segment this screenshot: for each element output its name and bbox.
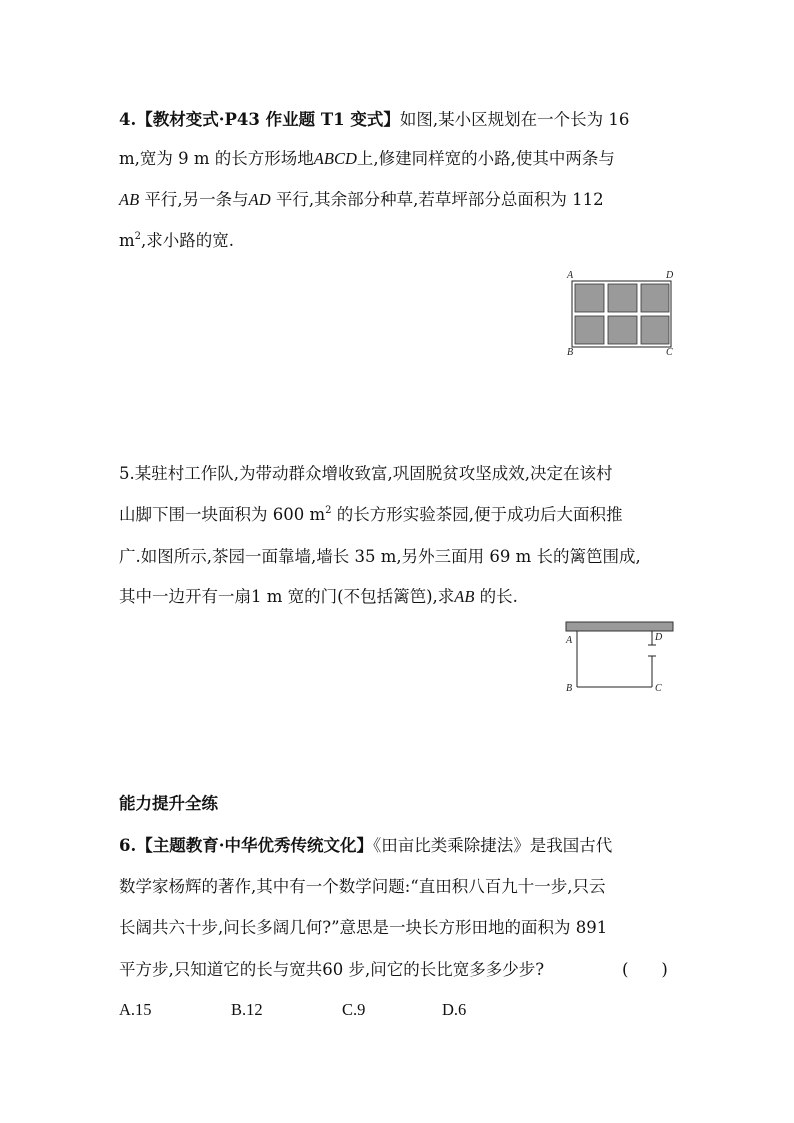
q4-text: 平行,其余部分种草,若草坪部分总面积为 112 xyxy=(270,190,604,209)
q5-label-a: A xyxy=(566,635,573,646)
q6-text: 数学家杨辉的著作,其中有一个数学问题:“直田积八百九十一步,只云 xyxy=(119,877,606,896)
q5-label-b: B xyxy=(566,683,573,694)
q5-line-2 xyxy=(119,503,623,527)
q4-text: 如图,某小区规划在一个长为 16 xyxy=(399,110,630,129)
q6-text: 平方步,只知道它的长与宽共60 步,问它的长比宽多多少步? xyxy=(119,960,545,979)
answer-parentheses: ( ) xyxy=(622,960,668,979)
q6-line-3 xyxy=(119,916,607,940)
q4-text: m,宽为 9 m 的长方形场地 xyxy=(119,149,314,168)
option-a[interactable]: A.15 xyxy=(119,1000,152,1019)
grass-plot xyxy=(608,316,637,344)
q5-superscript: 2 xyxy=(325,504,332,516)
q6-line-2 xyxy=(119,875,605,899)
q4-text: m xyxy=(119,231,135,250)
q4-line-3 xyxy=(119,188,604,212)
q5-var-ab: AB xyxy=(454,587,475,606)
q5-figure xyxy=(560,618,680,698)
q5-text: 其中一边开有一扇1 m 宽的门(不包括篱笆),求 xyxy=(119,587,455,606)
q6-text: 长阔共六十步,问长多阔几何?”意思是一块长方形田地的面积为 891 xyxy=(119,918,608,937)
q6-line-4 xyxy=(119,958,544,982)
q4-label-a: A xyxy=(567,270,574,281)
q5-line-3 xyxy=(119,545,641,569)
grass-plot xyxy=(575,316,604,344)
wall xyxy=(566,622,673,631)
grass-plot xyxy=(641,284,669,312)
option-d[interactable]: D.6 xyxy=(442,1000,467,1019)
q4-line-1 xyxy=(119,108,629,132)
q4-var-abcd: ABCD xyxy=(313,149,357,168)
q4-text: 上,修建同样宽的小路,使其中两条与 xyxy=(356,149,615,168)
q6-text: 《田亩比类乘除捷法》是我国古代 xyxy=(372,836,613,855)
q5-line-1 xyxy=(119,462,612,486)
q4-tag: 4.【教材变式·P43 作业题 T1 变式】 xyxy=(119,110,400,129)
q4-label-b: B xyxy=(567,347,574,358)
q5-text: 的长方形实验茶园,便于成功后大面积推 xyxy=(331,505,623,524)
q5-line-4 xyxy=(119,585,518,609)
q4-line-2 xyxy=(119,147,615,171)
q4-text: 平行,另一条与 xyxy=(139,190,249,209)
grass-plot xyxy=(608,284,637,312)
q4-var-ad: AD xyxy=(248,190,271,209)
q5-text: 广.如图所示,茶园一面靠墙,墙长 35 m,另外三面用 69 m 长的篱笆围成, xyxy=(119,547,641,566)
q6-line-1 xyxy=(119,834,612,858)
q4-label-d: D xyxy=(666,270,674,281)
q5-text: 的长. xyxy=(474,587,518,606)
option-b[interactable]: B.12 xyxy=(231,1000,263,1019)
section-title: 能力提升全练 xyxy=(119,794,218,813)
q4-label-c: C xyxy=(666,347,673,358)
q5-label-c: C xyxy=(655,683,662,694)
q4-text: ,求小路的宽. xyxy=(141,231,235,250)
q4-superscript: 2 xyxy=(134,230,142,242)
q4-var-ab: AB xyxy=(119,190,140,209)
q4-line-4 xyxy=(119,229,234,253)
q5-text: 5.某驻村工作队,为带动群众增收致富,巩固脱贫攻坚成效,决定在该村 xyxy=(119,464,613,483)
q6-tag: 6.【主题教育·中华优秀传统文化】 xyxy=(119,836,373,855)
option-c[interactable]: C.9 xyxy=(342,1000,366,1019)
q5-label-d: D xyxy=(655,632,663,643)
q5-text: 山脚下围一块面积为 600 m xyxy=(119,505,326,524)
grass-plot xyxy=(575,284,604,312)
grass-plot xyxy=(641,316,669,344)
